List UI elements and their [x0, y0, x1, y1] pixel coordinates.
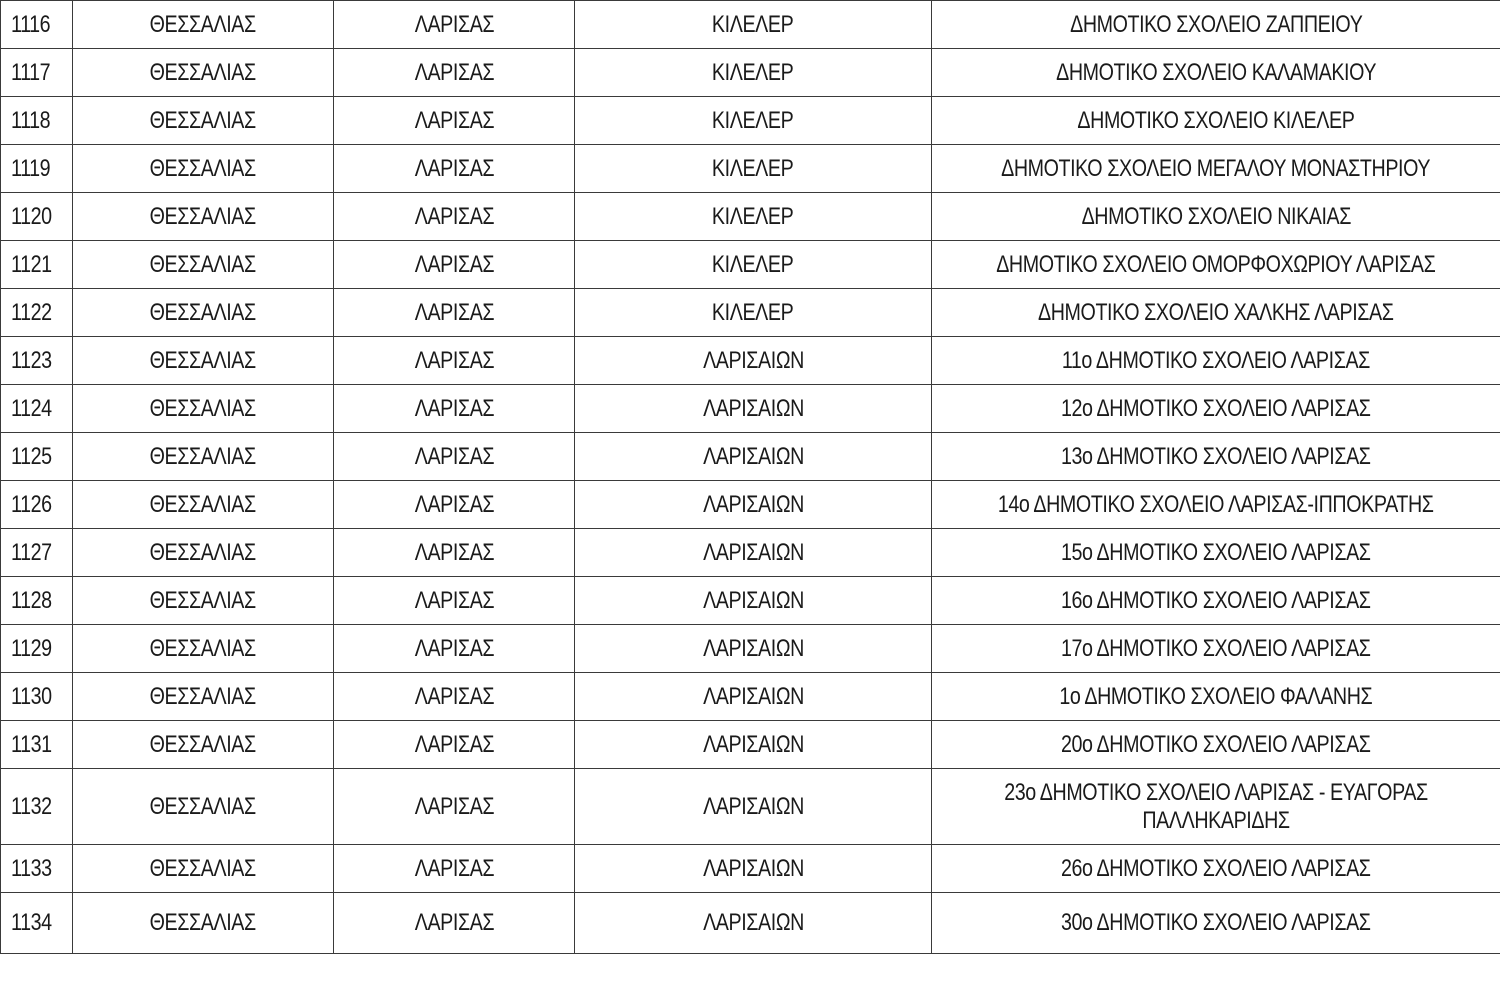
region-cell: [73, 337, 334, 385]
row-id-cell: [1, 673, 73, 721]
school-name: ΔΗΜΟΤΙΚΟ ΣΧΟΛΕΙΟ ΚΙΛΕΛΕΡ: [1077, 106, 1355, 134]
row-id: 1123: [11, 346, 52, 374]
school-cell: [932, 97, 1500, 145]
row-id-cell: [1, 337, 73, 385]
region-cell: [73, 577, 334, 625]
region: ΘΕΣΣΑΛΙΑΣ: [149, 106, 257, 134]
municipality: ΚΙΛΕΛΕΡ: [712, 202, 794, 230]
school-name: ΔΗΜΟΤΙΚΟ ΣΧΟΛΕΙΟ ΖΑΠΠΕΙΟΥ: [1069, 10, 1363, 38]
municipality: ΛΑΡΙΣΑΙΩΝ: [702, 394, 804, 422]
region-cell: [73, 893, 334, 954]
table-row: [1, 49, 1500, 97]
row-id: 1126: [11, 490, 52, 518]
school-cell: [932, 625, 1500, 673]
school-cell: [932, 893, 1500, 954]
municipality-cell: [575, 241, 932, 289]
prefecture-cell: [334, 385, 575, 433]
table-row: [1, 529, 1500, 577]
prefecture: ΛΑΡΙΣΑΣ: [414, 490, 494, 518]
prefecture-cell: [334, 673, 575, 721]
municipality: ΛΑΡΙΣΑΙΩΝ: [702, 909, 804, 936]
municipality: ΛΑΡΙΣΑΙΩΝ: [702, 730, 804, 758]
prefecture: ΛΑΡΙΣΑΣ: [414, 909, 494, 936]
row-id-cell: [1, 845, 73, 893]
municipality-cell: [575, 145, 932, 193]
school-cell: [932, 145, 1500, 193]
municipality: ΚΙΛΕΛΕΡ: [712, 154, 794, 182]
municipality-cell: [575, 577, 932, 625]
row-id: 1121: [11, 250, 52, 278]
table-row: [1, 145, 1500, 193]
prefecture-cell: [334, 1, 575, 49]
region-cell: [73, 1, 334, 49]
prefecture-cell: [334, 145, 575, 193]
table-row: [1, 625, 1500, 673]
municipality-cell: [575, 193, 932, 241]
school-cell: [932, 673, 1500, 721]
school-cell: [932, 721, 1500, 769]
school-name: 13ο ΔΗΜΟΤΙΚΟ ΣΧΟΛΕΙΟ ΛΑΡΙΣΑΣ: [1061, 442, 1371, 470]
prefecture: ΛΑΡΙΣΑΣ: [414, 154, 494, 182]
municipality-cell: [575, 893, 932, 954]
municipality-cell: [575, 97, 932, 145]
row-id: 1125: [11, 442, 52, 470]
row-id: 1133: [11, 854, 52, 882]
prefecture: ΛΑΡΙΣΑΣ: [414, 106, 494, 134]
region-cell: [73, 49, 334, 97]
municipality-cell: [575, 845, 932, 893]
region: ΘΕΣΣΑΛΙΑΣ: [149, 490, 257, 518]
municipality-cell: [575, 721, 932, 769]
region-cell: [73, 145, 334, 193]
prefecture: ΛΑΡΙΣΑΣ: [414, 58, 494, 86]
region: ΘΕΣΣΑΛΙΑΣ: [149, 346, 257, 374]
row-id-cell: [1, 385, 73, 433]
row-id-cell: [1, 241, 73, 289]
school-cell: [932, 49, 1500, 97]
prefecture: ΛΑΡΙΣΑΣ: [414, 442, 494, 470]
table-row: [1, 769, 1500, 845]
table-row: [1, 433, 1500, 481]
municipality-cell: [575, 769, 932, 845]
region-cell: [73, 673, 334, 721]
row-id: 1124: [11, 394, 52, 422]
region: ΘΕΣΣΑΛΙΑΣ: [149, 10, 257, 38]
prefecture: ΛΑΡΙΣΑΣ: [414, 202, 494, 230]
row-id-cell: [1, 893, 73, 954]
table-row: [1, 893, 1500, 954]
prefecture-cell: [334, 529, 575, 577]
municipality-cell: [575, 337, 932, 385]
municipality-cell: [575, 673, 932, 721]
school-cell: [932, 845, 1500, 893]
region-cell: [73, 529, 334, 577]
row-id-cell: [1, 1, 73, 49]
prefecture-cell: [334, 193, 575, 241]
municipality-cell: [575, 289, 932, 337]
school-cell: [932, 577, 1500, 625]
prefecture-cell: [334, 97, 575, 145]
municipality-cell: [575, 433, 932, 481]
school-name: 16ο ΔΗΜΟΤΙΚΟ ΣΧΟΛΕΙΟ ΛΑΡΙΣΑΣ: [1061, 586, 1371, 614]
region: ΘΕΣΣΑΛΙΑΣ: [149, 58, 257, 86]
region-cell: [73, 433, 334, 481]
prefecture: ΛΑΡΙΣΑΣ: [414, 586, 494, 614]
region: ΘΕΣΣΑΛΙΑΣ: [149, 394, 257, 422]
prefecture-cell: [334, 241, 575, 289]
row-id-cell: [1, 769, 73, 845]
prefecture-cell: [334, 433, 575, 481]
school-cell: [932, 337, 1500, 385]
school-name: 23ο ΔΗΜΟΤΙΚΟ ΣΧΟΛΕΙΟ ΛΑΡΙΣΑΣ - ΕΥΑΓΟΡΑΣ ΠΑΛΛΗΚΑΡΙΔΗΣ: [1004, 778, 1428, 834]
region-cell: [73, 845, 334, 893]
table-row: [1, 1, 1500, 49]
table-body: [1, 1, 1500, 954]
municipality-cell: [575, 1, 932, 49]
table-row: [1, 577, 1500, 625]
prefecture: ΛΑΡΙΣΑΣ: [414, 792, 494, 820]
school-name: 1ο ΔΗΜΟΤΙΚΟ ΣΧΟΛΕΙΟ ΦΑΛΑΝΗΣ: [1059, 682, 1373, 710]
prefecture: ΛΑΡΙΣΑΣ: [414, 298, 494, 326]
prefecture-cell: [334, 337, 575, 385]
prefecture-cell: [334, 721, 575, 769]
prefecture-cell: [334, 49, 575, 97]
school-cell: [932, 193, 1500, 241]
school-cell: [932, 241, 1500, 289]
school-name: ΔΗΜΟΤΙΚΟ ΣΧΟΛΕΙΟ ΝΙΚΑΙΑΣ: [1081, 202, 1351, 230]
row-id-cell: [1, 577, 73, 625]
school-name: ΔΗΜΟΤΙΚΟ ΣΧΟΛΕΙΟ ΜΕΓΑΛΟΥ ΜΟΝΑΣΤΗΡΙΟΥ: [1001, 154, 1431, 182]
prefecture-cell: [334, 577, 575, 625]
row-id: 1134: [11, 909, 52, 936]
row-id-cell: [1, 481, 73, 529]
municipality: ΛΑΡΙΣΑΙΩΝ: [702, 538, 804, 566]
region-cell: [73, 241, 334, 289]
school-name: 14ο ΔΗΜΟΤΙΚΟ ΣΧΟΛΕΙΟ ΛΑΡΙΣΑΣ-ΙΠΠΟΚΡΑΤΗΣ: [998, 490, 1434, 518]
row-id: 1122: [11, 298, 52, 326]
region: ΘΕΣΣΑΛΙΑΣ: [149, 730, 257, 758]
region-cell: [73, 721, 334, 769]
region: ΘΕΣΣΑΛΙΑΣ: [149, 854, 257, 882]
table-row: [1, 241, 1500, 289]
table-row: [1, 845, 1500, 893]
table-row: [1, 721, 1500, 769]
school-name: 20ο ΔΗΜΟΤΙΚΟ ΣΧΟΛΕΙΟ ΛΑΡΙΣΑΣ: [1061, 730, 1371, 758]
row-id: 1120: [11, 202, 52, 230]
prefecture: ΛΑΡΙΣΑΣ: [414, 538, 494, 566]
school-cell: [932, 385, 1500, 433]
region: ΘΕΣΣΑΛΙΑΣ: [149, 298, 257, 326]
school-name: 11ο ΔΗΜΟΤΙΚΟ ΣΧΟΛΕΙΟ ΛΑΡΙΣΑΣ: [1061, 346, 1371, 374]
table-row: [1, 337, 1500, 385]
prefecture-cell: [334, 289, 575, 337]
school-cell: [932, 529, 1500, 577]
municipality: ΛΑΡΙΣΑΙΩΝ: [702, 490, 804, 518]
table-row: [1, 97, 1500, 145]
row-id-cell: [1, 721, 73, 769]
row-id: 1116: [11, 10, 51, 38]
row-id: 1130: [11, 682, 52, 710]
municipality: ΛΑΡΙΣΑΙΩΝ: [702, 682, 804, 710]
row-id-cell: [1, 145, 73, 193]
prefecture: ΛΑΡΙΣΑΣ: [414, 682, 494, 710]
region: ΘΕΣΣΑΛΙΑΣ: [149, 586, 257, 614]
prefecture-cell: [334, 845, 575, 893]
prefecture: ΛΑΡΙΣΑΣ: [414, 854, 494, 882]
school-cell: [932, 481, 1500, 529]
municipality-cell: [575, 529, 932, 577]
municipality: ΛΑΡΙΣΑΙΩΝ: [702, 586, 804, 614]
region: ΘΕΣΣΑΛΙΑΣ: [149, 682, 257, 710]
municipality: ΛΑΡΙΣΑΙΩΝ: [702, 792, 804, 820]
school-name: 17ο ΔΗΜΟΤΙΚΟ ΣΧΟΛΕΙΟ ΛΑΡΙΣΑΣ: [1061, 634, 1371, 662]
school-name: 26ο ΔΗΜΟΤΙΚΟ ΣΧΟΛΕΙΟ ΛΑΡΙΣΑΣ: [1061, 854, 1371, 882]
row-id: 1118: [11, 106, 51, 134]
municipality-cell: [575, 49, 932, 97]
school-name: 12ο ΔΗΜΟΤΙΚΟ ΣΧΟΛΕΙΟ ΛΑΡΙΣΑΣ: [1061, 394, 1371, 422]
row-id-cell: [1, 529, 73, 577]
region: ΘΕΣΣΑΛΙΑΣ: [149, 909, 257, 936]
row-id-cell: [1, 49, 73, 97]
region: ΘΕΣΣΑΛΙΑΣ: [149, 442, 257, 470]
row-id-cell: [1, 625, 73, 673]
school-name: 15ο ΔΗΜΟΤΙΚΟ ΣΧΟΛΕΙΟ ΛΑΡΙΣΑΣ: [1061, 538, 1371, 566]
table-row: [1, 193, 1500, 241]
municipality: ΚΙΛΕΛΕΡ: [712, 106, 794, 134]
prefecture-cell: [334, 481, 575, 529]
region: ΘΕΣΣΑΛΙΑΣ: [149, 538, 257, 566]
municipality: ΚΙΛΕΛΕΡ: [712, 10, 794, 38]
table-row: [1, 289, 1500, 337]
region-cell: [73, 97, 334, 145]
municipality-cell: [575, 625, 932, 673]
prefecture: ΛΑΡΙΣΑΣ: [414, 250, 494, 278]
school-name: ΔΗΜΟΤΙΚΟ ΣΧΟΛΕΙΟ ΧΑΛΚΗΣ ΛΑΡΙΣΑΣ: [1038, 298, 1394, 326]
school-name: 30ο ΔΗΜΟΤΙΚΟ ΣΧΟΛΕΙΟ ΛΑΡΙΣΑΣ: [1061, 909, 1371, 936]
prefecture: ΛΑΡΙΣΑΣ: [414, 10, 494, 38]
school-cell: [932, 1, 1500, 49]
prefecture-cell: [334, 625, 575, 673]
school-cell: [932, 433, 1500, 481]
row-id-cell: [1, 433, 73, 481]
row-id: 1117: [11, 58, 51, 86]
region-cell: [73, 769, 334, 845]
region: ΘΕΣΣΑΛΙΑΣ: [149, 202, 257, 230]
prefecture-cell: [334, 893, 575, 954]
region: ΘΕΣΣΑΛΙΑΣ: [149, 154, 257, 182]
municipality: ΛΑΡΙΣΑΙΩΝ: [702, 346, 804, 374]
municipality: ΚΙΛΕΛΕΡ: [712, 298, 794, 326]
row-id: 1128: [11, 586, 52, 614]
row-id: 1131: [11, 730, 52, 758]
municipality-cell: [575, 385, 932, 433]
prefecture: ΛΑΡΙΣΑΣ: [414, 346, 494, 374]
school-cell: [932, 769, 1500, 845]
region: ΘΕΣΣΑΛΙΑΣ: [149, 250, 257, 278]
prefecture: ΛΑΡΙΣΑΣ: [414, 634, 494, 662]
region-cell: [73, 385, 334, 433]
table-row: [1, 673, 1500, 721]
region-cell: [73, 625, 334, 673]
school-cell: [932, 289, 1500, 337]
municipality: ΛΑΡΙΣΑΙΩΝ: [702, 634, 804, 662]
row-id-cell: [1, 289, 73, 337]
region-cell: [73, 481, 334, 529]
municipality: ΚΙΛΕΛΕΡ: [712, 250, 794, 278]
row-id: 1127: [11, 538, 52, 566]
prefecture: ΛΑΡΙΣΑΣ: [414, 730, 494, 758]
municipality: ΛΑΡΙΣΑΙΩΝ: [702, 854, 804, 882]
prefecture: ΛΑΡΙΣΑΣ: [414, 394, 494, 422]
municipality-cell: [575, 481, 932, 529]
school-name: ΔΗΜΟΤΙΚΟ ΣΧΟΛΕΙΟ ΚΑΛΑΜΑΚΙΟΥ: [1056, 58, 1376, 86]
municipality: ΚΙΛΕΛΕΡ: [712, 58, 794, 86]
municipality: ΛΑΡΙΣΑΙΩΝ: [702, 442, 804, 470]
region-cell: [73, 193, 334, 241]
prefecture-cell: [334, 769, 575, 845]
region: ΘΕΣΣΑΛΙΑΣ: [149, 792, 257, 820]
school-name: ΔΗΜΟΤΙΚΟ ΣΧΟΛΕΙΟ ΟΜΟΡΦΟΧΩΡΙΟΥ ΛΑΡΙΣΑΣ: [996, 250, 1436, 278]
row-id: 1129: [11, 634, 52, 662]
row-id-cell: [1, 97, 73, 145]
table-row: [1, 385, 1500, 433]
region-cell: [73, 289, 334, 337]
row-id: 1132: [11, 792, 52, 820]
row-id: 1119: [11, 154, 51, 182]
region: ΘΕΣΣΑΛΙΑΣ: [149, 634, 257, 662]
table-row: [1, 481, 1500, 529]
row-id-cell: [1, 193, 73, 241]
